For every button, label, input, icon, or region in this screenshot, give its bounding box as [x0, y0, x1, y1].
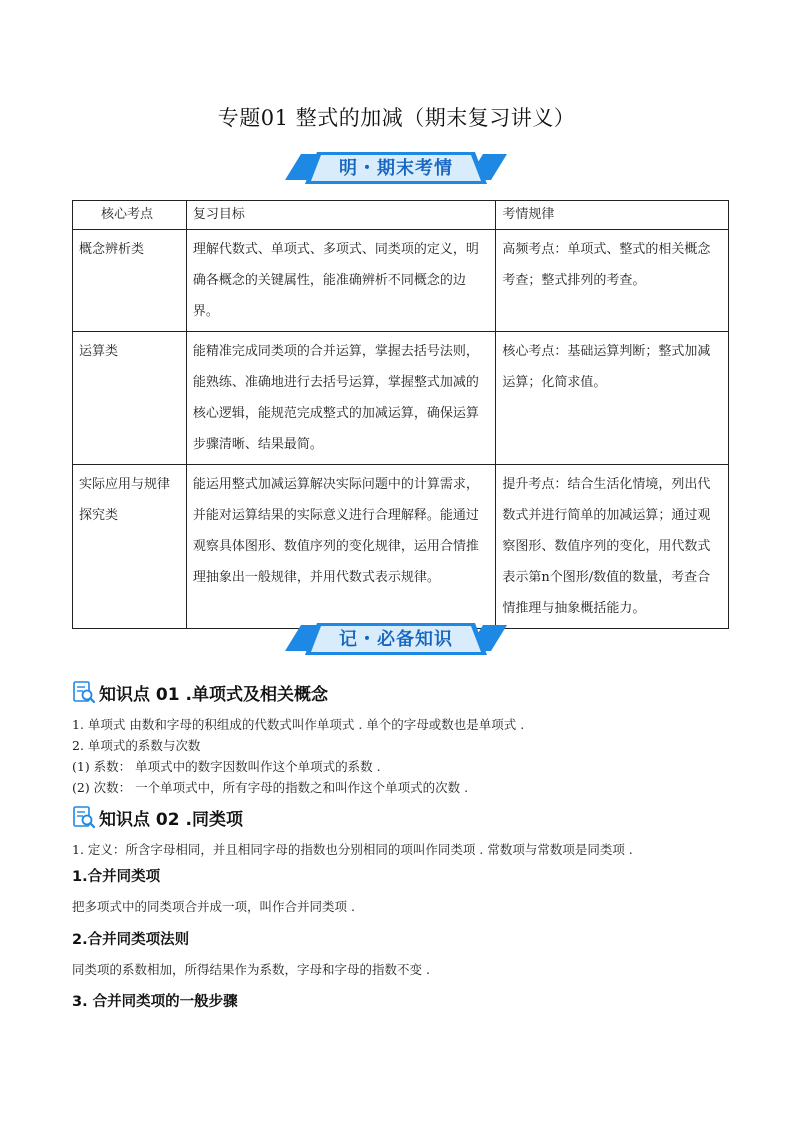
knowledge-point-2-heading [72, 804, 243, 830]
table-header-row [73, 201, 729, 230]
table-cell-goal: 理解代数式、单项式、多项式、同类项的定义，明确各概念的关键属性，能准确辨析不同概念的边界。 [186, 230, 495, 332]
text-line: 把多项式中的同类项合并成一项，叫作合并同类项 . [72, 899, 355, 914]
text-line: 同类项的系数相加，所得结果作为系数，字母和字母的指数不变 . [72, 962, 430, 977]
document-magnifier-icon [72, 805, 96, 829]
table-cell-topic: 实际应用与规律探究类 [73, 465, 187, 629]
table-row [73, 332, 729, 465]
text-line: 1. 定义：所含字母相同，并且相同字母的指数也分别相同的项叫作同类项 . 常数项与常数项是同类项 . [72, 842, 633, 857]
table-header-cell: 复习目标 [186, 201, 495, 230]
exam-table [72, 200, 729, 629]
subheading: 3. 合并同类项的一般步骤 [72, 994, 238, 1010]
text-line: 1. 单项式 由数和字母的积组成的代数式叫作单项式 . 单个的字母或数也是单项式 . [72, 717, 525, 732]
table-cell-pattern: 核心考点：基础运算判断；整式加减运算；化简求值。 [496, 332, 729, 465]
banner-label: 记・必备知识 [339, 629, 453, 650]
text-line: (1) 系数： 单项式中的数字因数叫作这个单项式的系数 . [72, 759, 381, 774]
text-line: (2) 次数： 一个单项式中，所有字母的指数之和叫作这个单项式的次数 . [72, 780, 469, 795]
table-cell-goal: 能精准完成同类项的合并运算，掌握去括号法则，能熟练、准确地进行去括号运算，掌握整式加减的核心逻辑，能规范完成整式的加减运算，确保运算步骤清晰、结果最简。 [186, 332, 495, 465]
knowledge-point-1-heading [72, 679, 328, 705]
table-cell-topic: 概念辨析类 [73, 230, 187, 332]
knowledge-point-title: 知识点 02 .同类项 [99, 809, 243, 830]
subheading: 2.合并同类项法则 [72, 932, 190, 948]
table-cell-pattern: 高频考点：单项式、整式的相关概念考查；整式排列的考查。 [496, 230, 729, 332]
document-magnifier-icon [72, 680, 96, 704]
table-row [73, 465, 729, 629]
table-header-cell: 考情规律 [496, 201, 729, 230]
table-header-cell: 核心考点 [73, 201, 187, 230]
section-banner-knowledge [285, 621, 507, 659]
text-line: 2. 单项式的系数与次数 [72, 738, 201, 753]
table-cell-goal: 能运用整式加减运算解决实际问题中的计算需求，并能对运算结果的实际意义进行合理解释。能通过观察具体图形、数值序列的变化规律，运用合情推理抽象出一般规律，并用代数式表示规律。 [186, 465, 495, 629]
banner-label: 明・期末考情 [339, 158, 453, 179]
section-banner-exam [285, 150, 507, 188]
table-row [73, 230, 729, 332]
table-cell-pattern: 提升考点：结合生活化情境，列出代数式并进行简单的加减运算；通过观察图形、数值序列的变化，用代数式表示第n个图形/数值的数量，考查合情推理与抽象概括能力。 [496, 465, 729, 629]
subheading: 1.合并同类项 [72, 869, 161, 885]
page-title: 专题01 整式的加减（期末复习讲义） [217, 106, 576, 130]
knowledge-point-title: 知识点 01 .单项式及相关概念 [99, 684, 328, 705]
table-cell-topic: 运算类 [73, 332, 187, 465]
